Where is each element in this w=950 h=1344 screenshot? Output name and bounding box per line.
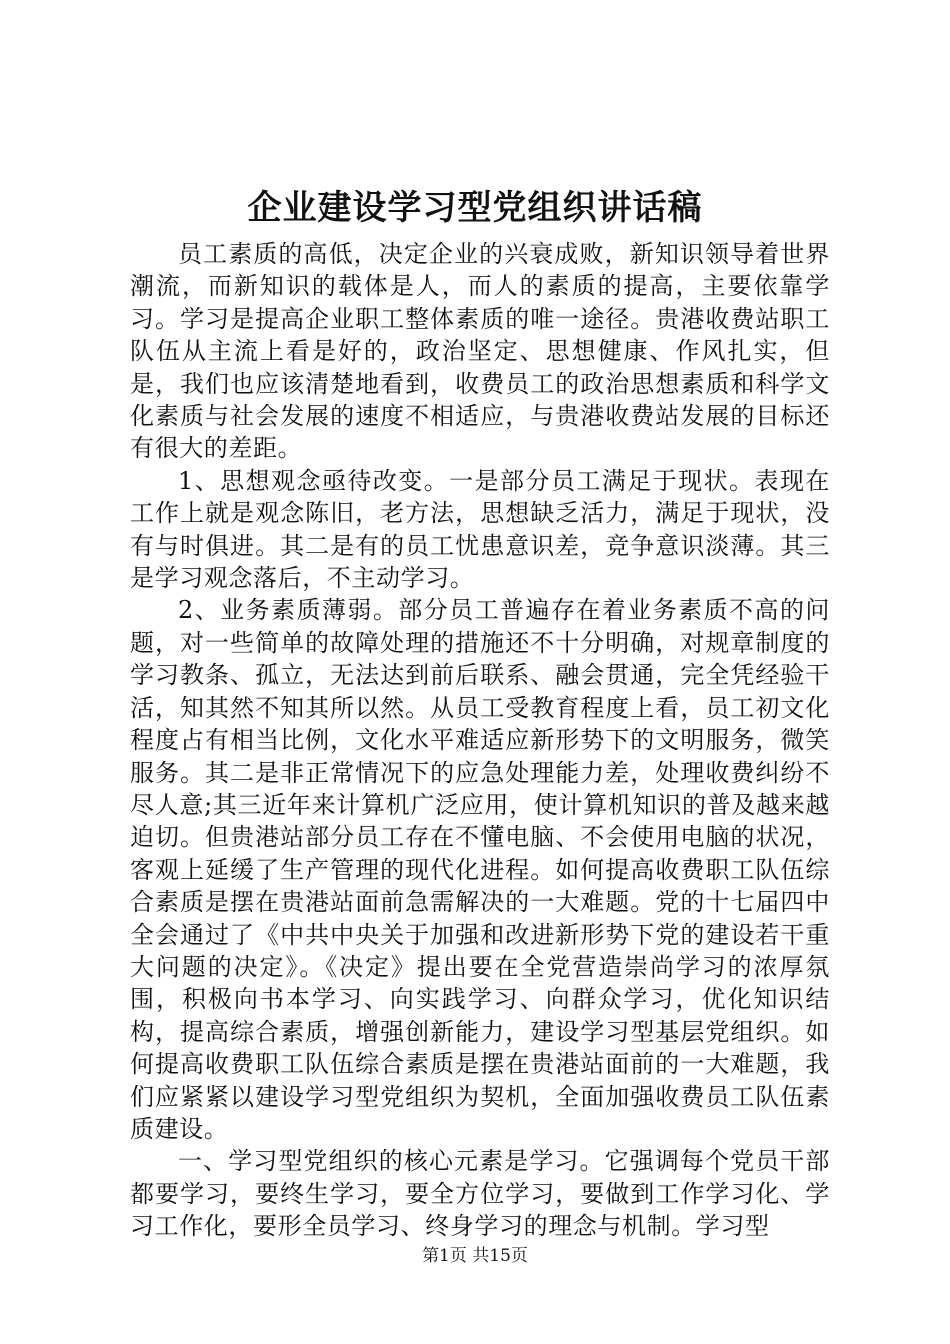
paragraph-intro: 员工素质的高低，决定企业的兴衰成败，新知识领导着世界潮流，而新知识的载体是人，而人的素质的提高，主要依靠学习。学习是提高企业职工整体素质的唯一途径。贵港收费站职工队伍从主流上看是好的，政治坚定、思想健康、作风扎实，但是，我们也应该清楚地看到，收费员工的政治思想素质和科学文化素质与社会发展的速度不相适应，与贵港收费站发展的目标还有很大的差距。 — [130, 240, 830, 463]
paragraph-point-2: 2、业务素质薄弱。部分员工普遍存在着业务素质不高的问题，对一些简单的故障处理的措施还不十分明确，对规章制度的学习教条、孤立，无法达到前后联系、融会贯通，完全凭经验干活，知其然不知其所以然。从员工受教育程度上看，员工初文化程度占有相当比例，文化水平难适应新形势下的文明服务，微笑服务。其二是非正常情况下的应急处理能力差，处理收费纠纷不尽人意;其三近年来计算机广泛应用，使计算机知识的普及越来越迫切。但贵港站部分员工存在不懂电脑、不会使用电脑的状况，客观上延缓了生产管理的现代化进程。如何提高收费职工队伍综合素质是摆在贵港站面前急需解决的一大难题。党的十七届四中全会通过了《中共中央关于加强和改进新形势下党的建设若干重大问题的决定》。《决定》提出要在全党营造崇尚学习的浓厚氛围，积极向书本学习、向实践学习、向群众学习，优化知识结构，提高综合素质，增强创新能力，建设学习型基层党组织。如何提高收费职工队伍综合素质是摆在贵港站面前的一大难题，我们应紧紧以建设学习型党组织为契机，全面加强收费员工队伍素质建设。 — [130, 596, 830, 1143]
paragraph-point-1: 1、思想观念亟待改变。一是部分员工满足于现状。表现在工作上就是观念陈旧，老方法，思想缺乏活力，满足于现状，没有与时俱进。其二是有的员工忧患意识差，竞争意识淡薄。其三是学习观念落后，不主动学习。 — [130, 466, 830, 593]
page-footer: 第1页 共15页 — [422, 1246, 528, 1266]
paragraph-section-1: 一、学习型党组织的核心元素是学习。它强调每个党员干部都要学习，要终生学习，要全方位学习，要做到工作学习化、学习工作化，要形全员学习、终身学习的理念与机制。学习型 — [130, 1147, 830, 1241]
document-title: 企业建设学习型党组织讲话稿 — [247, 188, 703, 228]
document-body — [130, 238, 830, 1243]
